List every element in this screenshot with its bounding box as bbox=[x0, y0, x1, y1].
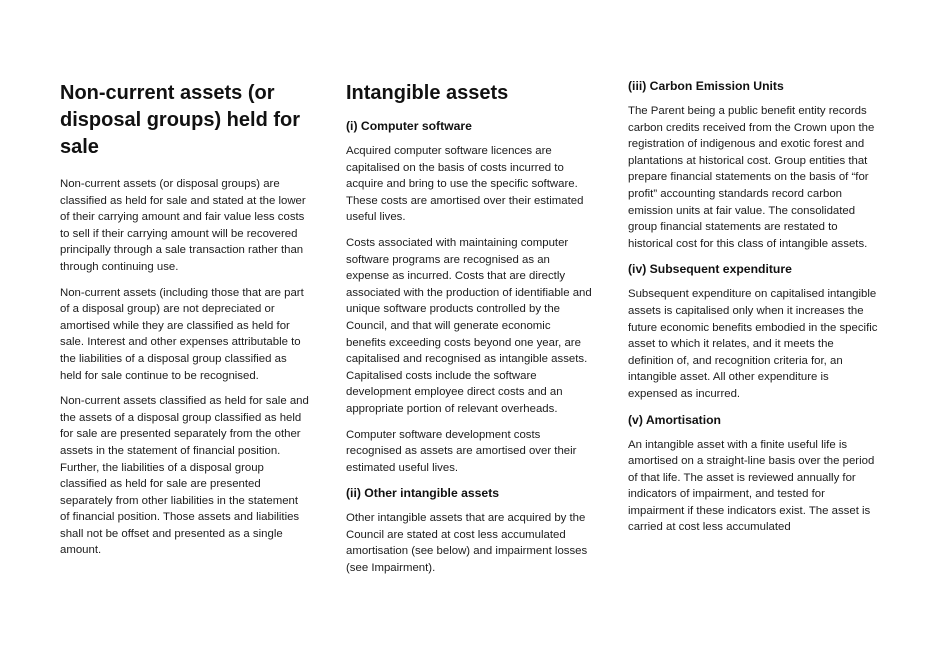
subheading-amortisation: (v) Amortisation bbox=[628, 412, 721, 427]
paragraph: The Parent being a public benefit entity records carbon credits received from the Crown upon the registration of indigenous and exotic forest and plantations at historical cost. Group entities that prepare financial statements on the basis of “for profit” accounting standards record carbon emission units at fair value. The consolidated group financial statements are restated to historical cost for this class of intangible assets. bbox=[628, 105, 875, 250]
paragraph: Other intangible assets that are acquired by the Council are stated at cost less accumulated amortisation (see below) and impairment losses (see Impairment). bbox=[346, 512, 588, 575]
heading-intangible-assets: Intangible assets bbox=[346, 82, 509, 104]
paragraph: Costs associated with maintaining computer software programs are recognised as an expense as incurred. Costs that are directly associated with the production of identifiable and unique software products controlled by the Council, and that will generate economic benefits exceeding costs beyond one year, are capitalised and recognised as intangible assets. Capitalised costs include the software development employee direct costs and an appropriate portion of relevant overheads. bbox=[346, 236, 592, 415]
column-held-for-sale bbox=[60, 78, 310, 568]
subheading-carbon-emission-units: (iii) Carbon Emission Units bbox=[628, 79, 784, 93]
column-intangible-assets bbox=[346, 78, 596, 586]
paragraph: Non-current assets classified as held for sale and the assets of a disposal group classified as held for sale are presented separately from the other assets in the statement of financial position. Further, the liabilities of a disposal group classified as held for sale are presented separately from other liabilities in the statement of financial position. Those assets and liabilities shall not be offset and presented as a single amount. bbox=[60, 395, 309, 557]
heading-held-for-sale: Non-current assets (or disposal groups) held for sale bbox=[60, 82, 301, 158]
subheading-other-intangible-assets: (ii) Other intangible assets bbox=[346, 486, 500, 501]
paragraph: Computer software development costs recognised as assets are amortised over their estimated useful lives. bbox=[346, 428, 577, 474]
paragraph: An intangible asset with a finite useful life is amortised on a straight-line basis over the period of that life. The asset is reviewed annually for indicators of impairment, and tested for impairment if these indicators exist. The asset is carried at cost less accumulated bbox=[628, 438, 875, 534]
column-intangible-assets-continued bbox=[628, 78, 878, 545]
paragraph: Acquired computer software licences are capitalised on the basis of costs incurred to acquire and bring to use the specific software. These costs are amortised over their estimated useful lives. bbox=[346, 145, 584, 224]
subheading-subsequent-expenditure: (iv) Subsequent expenditure bbox=[628, 262, 792, 277]
paragraph: Non-current assets (or disposal groups) are classified as held for sale and stated at the lower of their carrying amount and fair value less costs to sell if their carrying amount will be recovered principally through a sale transaction rather than through continuing use. bbox=[60, 178, 306, 273]
paragraph: Non-current assets (including those that are part of a disposal group) are not depreciated or amortised while they are classified as held for sale. Interest and other expenses attributable to the liabilities of a disposal group classified as held for sale continue to be recognised. bbox=[60, 286, 304, 382]
paragraph: Subsequent expenditure on capitalised intangible assets is capitalised only when it increases the future economic benefits embodied in the specific asset to which it relates, and it meets the definition of, and recognition criteria for, an intangible asset. All other expenditure is expensed as incurred. bbox=[628, 288, 878, 400]
subheading-computer-software: (i) Computer software bbox=[346, 119, 472, 133]
